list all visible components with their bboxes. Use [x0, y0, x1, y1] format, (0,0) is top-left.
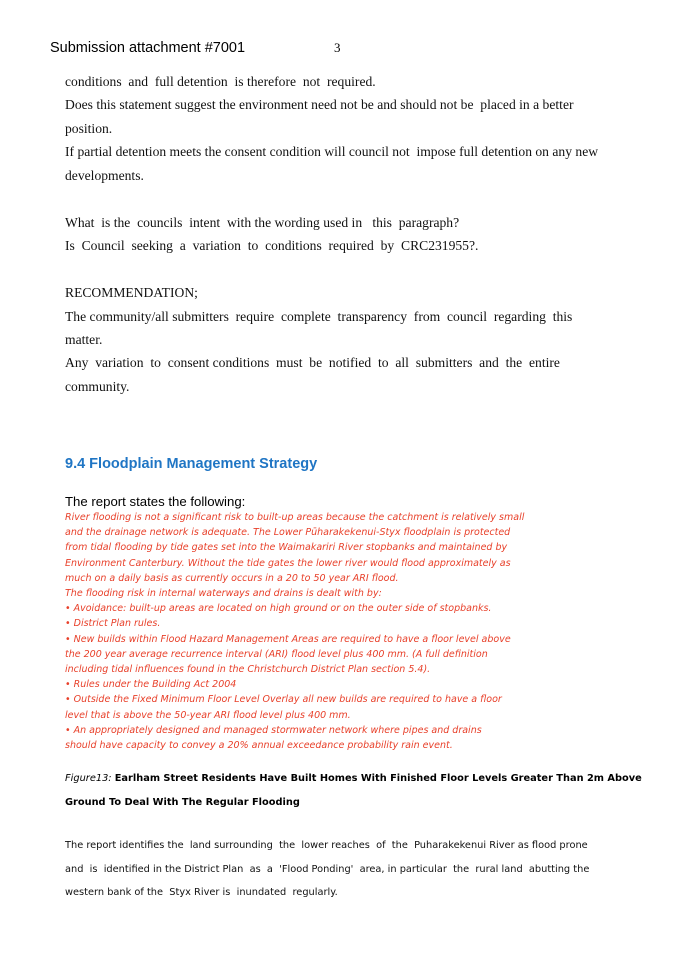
- question-line: Is Council seeking a variation to conditions required by CRC231955?.: [65, 238, 479, 253]
- quote-line: • An appropriately designed and managed stormwater network where pipes and drains: [65, 724, 482, 736]
- figure-caption-line: Earlham Street Residents Have Built Homes With Finished Floor Levels Greater Than 2m Above: [114, 773, 642, 784]
- section-heading: 9.4 Floodplain Management Strategy: [65, 456, 318, 472]
- recommendation-line: matter.: [65, 332, 103, 347]
- quote-line: including tidal influences found in the Christchurch District Plan section 5.4).: [65, 664, 431, 676]
- quote-line: • New builds within Flood Hazard Management Areas are required to have a floor level above: [65, 633, 511, 645]
- closing-line: and is identified in the District Plan as a 'Flood Ponding' area, in particular the rural land abutting the: [65, 863, 590, 875]
- quote-line: Environment Canterbury. Without the tide gates the lower river would flood approximately as: [65, 557, 511, 569]
- recommendation-line: Any variation to consent conditions must be notified to all submitters and the entire: [65, 355, 560, 370]
- intro-line: Does this statement suggest the environment need not be and should not be placed in a better: [65, 97, 574, 112]
- quote-line: level that is above the 50-year ARI flood level plus 400 mm.: [65, 709, 351, 721]
- quote-line: • District Plan rules.: [65, 618, 161, 630]
- quote-line: • Avoidance: built-up areas are located on high ground or on the outer side of stopbanks.: [65, 603, 492, 615]
- question-line: What is the councils intent with the wording used in this paragraph?: [65, 215, 460, 230]
- quote-line: The flooding risk in internal waterways and drains is dealt with by:: [65, 588, 382, 600]
- quote-line: • Rules under the Building Act 2004: [65, 679, 237, 691]
- quote-line: the 200 year average recurrence interval (ARI) flood level plus 400 mm. (A full definition: [65, 648, 488, 660]
- intro-line: conditions and full detention is therefore not required.: [65, 74, 376, 89]
- quote-line: River flooding is not a significant risk to built-up areas because the catchment is relatively small: [65, 512, 525, 523]
- quote-line: from tidal flooding by tide gates set into the Waimakariri River stopbanks and maintained by: [65, 542, 508, 554]
- intro-line: developments.: [65, 168, 144, 183]
- quote-line: • Outside the Fixed Minimum Floor Level Overlay all new builds are required to have a floor: [65, 694, 502, 706]
- document-header-title: Submission attachment #7001: [50, 40, 246, 56]
- recommendation-line: The community/all submitters require complete transparency from council regarding this: [65, 309, 573, 324]
- closing-paragraph: [65, 834, 589, 905]
- figure-caption: [65, 767, 642, 815]
- section-intro: The report states the following:: [65, 494, 246, 509]
- quote-line: much on a daily basis as currently occurs in a 20 to 50 year ARI flood.: [65, 572, 399, 584]
- intro-line: If partial detention meets the consent condition will council not impose full detention on any new: [65, 144, 599, 159]
- closing-line: The report identifies the land surrounding the lower reaches of the Puharakekenui River as flood prone: [65, 840, 588, 851]
- recommendation-line: community.: [65, 379, 130, 394]
- figure-caption-line: Ground To Deal With The Regular Flooding: [65, 797, 300, 808]
- intro-line: position.: [65, 121, 113, 136]
- quoted-report-text: [65, 510, 524, 753]
- quote-line: and the drainage network is adequate. The Lower Pūharakekenui-Styx floodplain is protected: [65, 527, 511, 539]
- recommendation-heading: RECOMMENDATION;: [65, 285, 198, 300]
- closing-line: western bank of the Styx River is inundated regularly.: [65, 887, 338, 898]
- quote-line: should have capacity to convey a 20% annual exceedance probability rain event.: [65, 740, 453, 752]
- page-number: 3: [334, 40, 341, 55]
- figure-label: Figure13:: [65, 773, 112, 784]
